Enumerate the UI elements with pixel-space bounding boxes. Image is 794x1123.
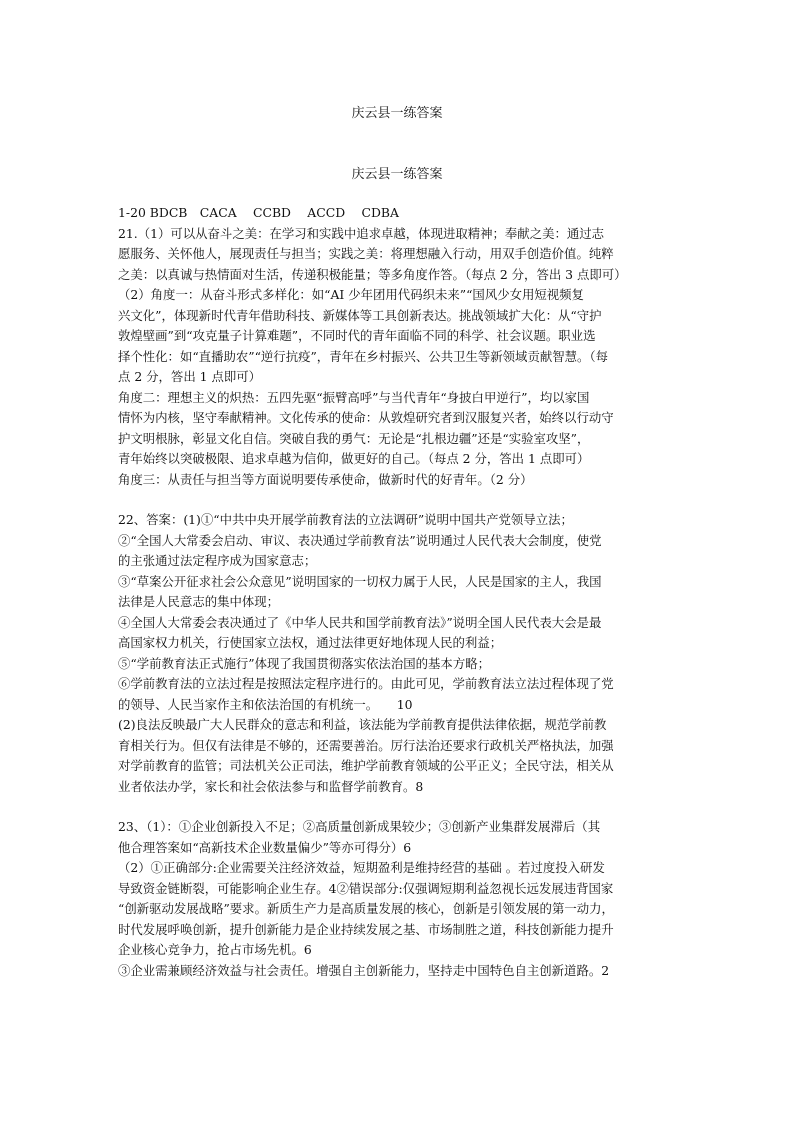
text-line: 他合理答案如“高新技术企业数量偏少”等亦可得分）6 [118,839,412,855]
document-body [118,203,678,981]
text-line: 对学前教育的监管；司法机关公正司法，维护学前教育领域的公平正义；全民守法，相关从 [118,758,614,773]
text-line: 角度三：从责任与担当等方面说明要传承使命，做新时代的好青年。（2 分） [118,471,533,487]
text-line: (2)良法反映最广大人民群众的意志和利益，该法能为学前教育提供法律依据，规范学前教 [118,717,607,732]
question-21-section [118,224,678,491]
text-line: 育相关行为。但仅有法律是不够的，还需要善治。厉行法治还要求行政机关严格执法，加强 [118,737,614,753]
text-line: 法律是人民意志的集中体现； [118,594,280,609]
text-line: 的主张通过法定程序成为国家意志； [118,553,317,568]
text-line: 企业核心竞争力，抢占市场先机。6 [118,942,312,957]
text-line: 22、答案：(1)①“中共中央开展学前教育法的立法调研”说明中国共产党领导立法； [118,512,573,527]
text-line: 业者依法办学，家长和社会依法参与和监督学前教育。8 [118,778,424,794]
text-line: ④全国人大常委会表决通过了《中华人民共和国学前教育法》”说明全国人民代表大会是最 [118,614,602,630]
text-line: 愿服务、关怀他人，展现责任与担当；实践之美：将理想融入行动，用双手创造价值。纯粹 [118,246,614,261]
text-line: ③企业需兼顾经济效益与社会责任。增强自主创新能力，坚持走中国特色自主创新道路。2 [118,962,610,978]
header-title: 庆云县一练答案 [351,106,443,121]
text-line: 护文明根脉，彰显文化自信。突破自我的勇气：无论是“扎根边疆”还是“实验室攻坚”， [118,430,590,446]
text-line: 情怀为内核，坚守奉献精神。文化传承的使命：从敦煌研究者到汉服复兴者，始终以行动守 [118,410,614,425]
text-line: 的领导、人民当家作主和依法治国的有机统一。 10 [118,696,413,712]
question-22-section [118,510,678,797]
question-23-section [118,817,678,981]
text-line: ⑥学前教育法的立法过程是按照法定程序进行的。由此可见，学前教育法立法过程体现了党 [118,676,614,691]
text-line: ②“全国人大常委会启动、审议、表决通过学前教育法”说明通过人民代表大会制度，使党 [118,532,602,548]
text-line: 角度二：理想主义的炽热：五四先驱“振臂高呼”与当代青年“身披白甲逆行”，均以家国 [118,389,590,405]
text-line: 23、（1）：①企业创新投入不足；②高质量创新成果较少；③创新产业集群发展滞后（其 [118,819,601,834]
text-line: 兴文化”，体现新时代青年借助科技、新媒体等工具创新表达。挑战领域扩大化：从“守护 [118,307,602,323]
text-line: 择个性化：如“直播助农”“逆行抗疫”，青年在乡村振兴、公共卫生等新领域贡献智慧。（每 [118,348,608,364]
text-line: 敦煌壁画”到“攻克量子计算难题”，不同时代的青年面临不同的科学、社会议题。职业选 [118,328,596,343]
section-spacer [118,797,678,817]
answer-key-line: 1-20 BDCB CACA CCBD ACCD CDBA [118,205,399,220]
text-line: 之美：以真诚与热情面对生活，传递积极能量；等多角度作答。（每点 2 分，答出 3 点即可） [118,266,627,282]
page-title: 庆云县一练答案 [351,167,443,182]
text-line: 高国家权力机关，行使国家立法权，通过法律更好地体现人民的利益； [118,635,503,650]
text-line: （2）角度一：从奋斗形式多样化：如“AI 少年团用代码织未来”“国风少女用短视频复 [118,287,584,302]
text-line: （2）①正确部分:企业需要关注经济效益，短期盈利是维持经营的基础 。若过度投入研发 [118,860,605,875]
text-line: 青年始终以突破极限、追求卓越为信仰，做更好的自己。（每点 2 分，答出 1 点即可） [118,451,590,466]
text-line: ⑤“学前教育法正式施行”体现了我国贯彻落实依法治国的基本方略； [118,655,490,671]
text-line: 导致资金链断裂，可能影响企业生存。4②错误部分:仅强调短期利益忽视长远发展违背国家 [118,880,614,896]
text-line: 21.（1）可以从奋斗之美：在学习和实践中追求卓越，体现进取精神；奉献之美：通过志 [118,225,605,241]
text-line: 时代发展呼唤创新，提升创新能力是企业持续发展之基、市场制胜之道，科技创新能力提升 [118,921,614,937]
text-line: 点 2 分，答出 1 点即可） [118,369,262,384]
section-spacer [118,490,678,510]
text-line: “创新驱动发展战略”要求。新质生产力是高质量发展的核心，创新是引领发展的第一动力， [118,901,614,916]
text-line: ③“草案公开征求社会公众意见”说明国家的一切权力属于人民，人民是国家的主人，我国 [118,573,602,589]
